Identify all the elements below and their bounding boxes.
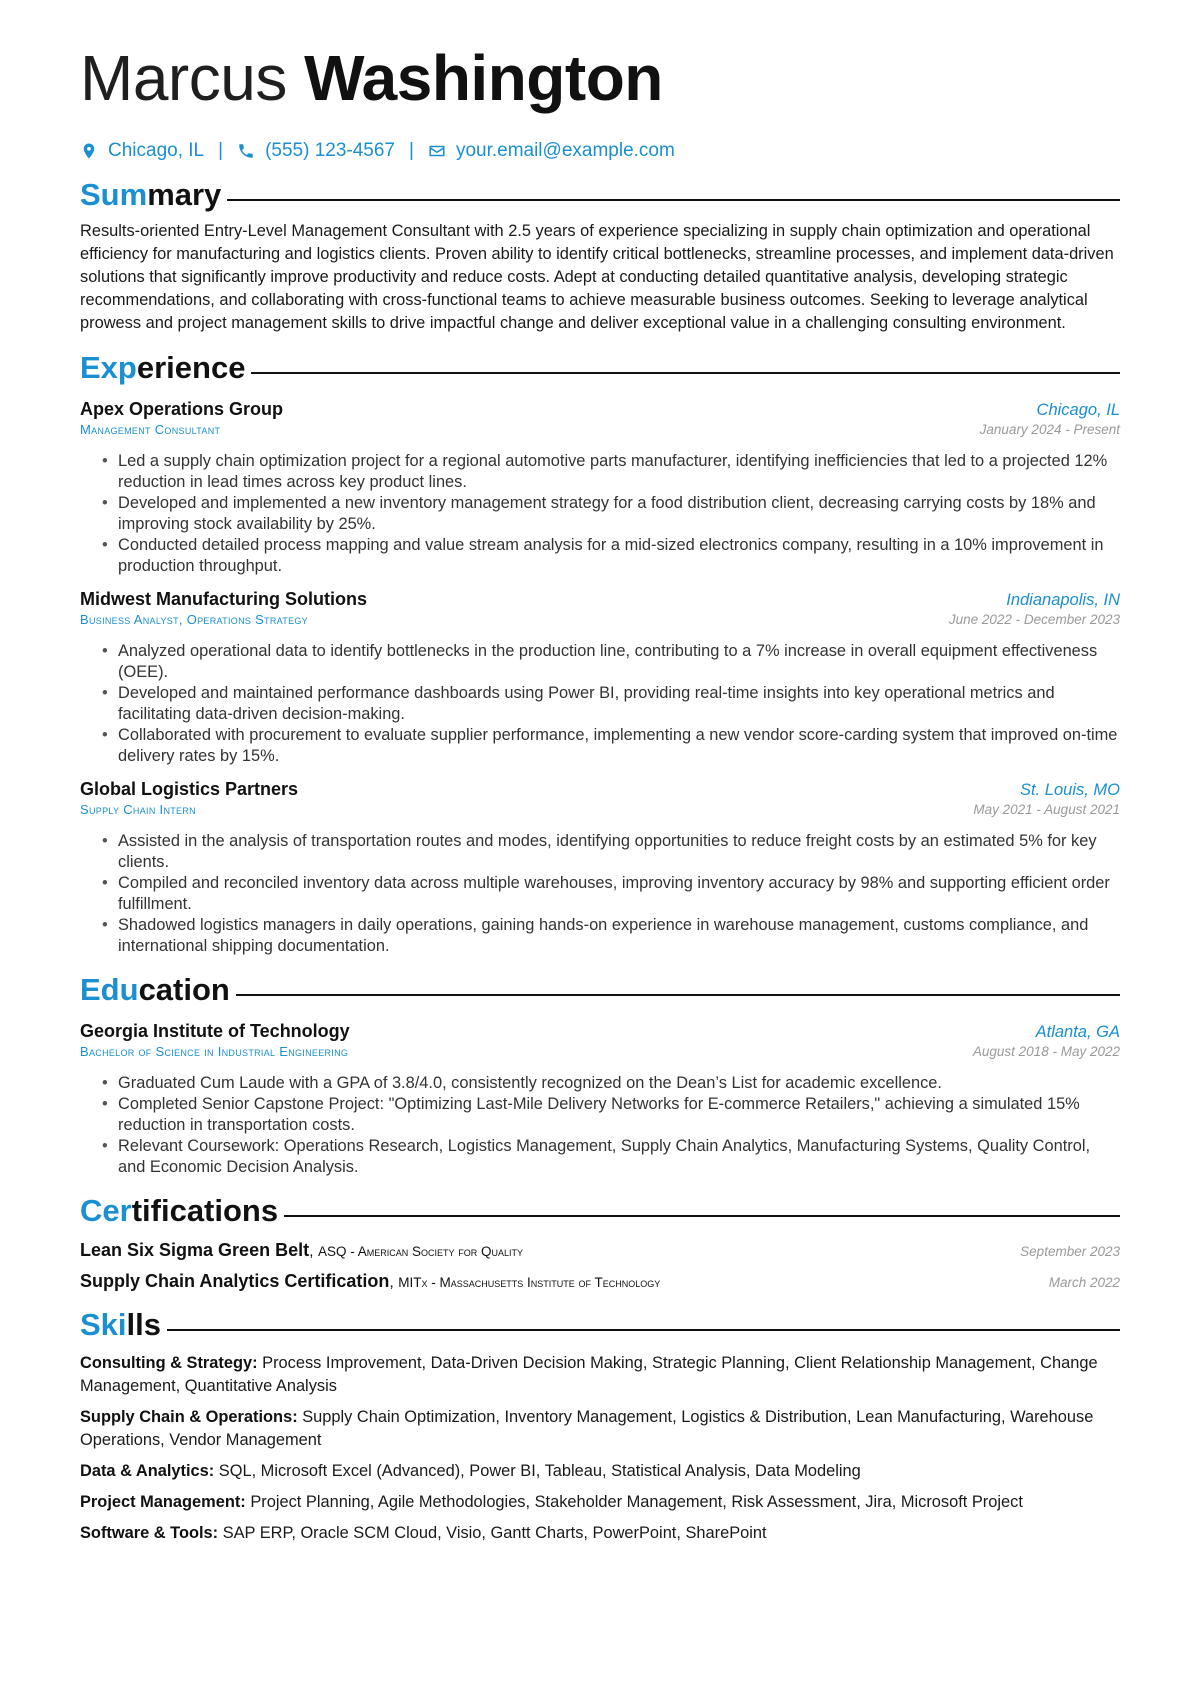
summary-text: Results-oriented Entry-Level Management Consultant with 2.5 years of experience specializing in supply chain optimization and operational efficiency for manufacturing and logistics clients. Proven ability to identify critical bottlenecks, streamline processes, and implement data-driven solutions that significantly improve productivity and reduce costs. Adept at conducting detailed quantitative analysis, developing strategic recommendations, and collaborating with cross-functional teams to achieve measurable business outcomes. Seeking to leverage analytical prowess and project management skills to drive impactful change and deliver exceptional value in a challenging consulting environment. [80, 222, 1114, 332]
list-item: • Graduated Cum Laude with a GPA of 3.8/4.0, consistently recognized on the Dean’s List for academic excellence. [118, 1073, 1120, 1094]
list-item: • Developed and maintained performance dashboards using Power BI, providing real-time insights into key operational metrics and facilitating data-driven decision-making. [118, 683, 1120, 725]
summary-heading: Summary [80, 176, 1120, 214]
education-heading: Education [80, 971, 1120, 1009]
list-item: • Compiled and reconciled inventory data across multiple warehouses, improving inventory accuracy by 98% and supporting efficient order fulfillment. [118, 873, 1120, 915]
experience-heading: Experience [80, 349, 1120, 387]
job-title: Supply Chain Intern [80, 802, 196, 817]
first-name: Marcus [80, 42, 287, 114]
map-pin-icon [80, 142, 98, 160]
contact-phone[interactable] [237, 140, 395, 162]
skill-group [80, 1460, 1120, 1483]
achievement-list [80, 641, 1120, 767]
school-dates: August 2018 - May 2022 [972, 1044, 1120, 1059]
degree: Bachelor of Science in Industrial Engineering [80, 1044, 349, 1059]
skill-group [80, 1522, 1120, 1545]
contact-email[interactable] [428, 140, 675, 162]
skill-list: Process Improvement, Data-Driven Decision Making, Strategic Planning, Client Relationship Management, Change Management, Quantitative Analysis [80, 1354, 1098, 1395]
job-title: Management Consultant [80, 422, 221, 437]
section-rule [167, 1329, 1120, 1331]
job-dates: January 2024 - Present [979, 422, 1120, 437]
skill-label: Data & Analytics: [80, 1462, 215, 1480]
contact-separator: | [409, 140, 414, 161]
skills-heading: Skills [80, 1306, 1120, 1344]
job-location: Indianapolis, IN [1006, 591, 1120, 609]
list-item: • Conducted detailed process mapping and value stream analysis for a mid-sized electronics company, resulting in a 10% improvement in production throughput. [118, 535, 1120, 577]
cert-date: March 2022 [1048, 1275, 1120, 1290]
education-entry [80, 1021, 1120, 1178]
location-text: Chicago, IL [108, 140, 205, 161]
list-item: • Relevant Coursework: Operations Research, Logistics Management, Supply Chain Analytics, Manufacturing Systems, Quality Control, and Economic Decision Analysis. [118, 1136, 1120, 1178]
candidate-name [80, 40, 1120, 116]
certification-item: Lean Six Sigma Green Belt, ASQ - American Society for Quality September 2023 [80, 1240, 1120, 1260]
achievement-list [80, 831, 1120, 957]
list-item: • Analyzed operational data to identify bottlenecks in the production line, contributing to a 7% increase in overall equipment effectiveness (OEE). [118, 641, 1120, 683]
school-name: Georgia Institute of Technology [80, 1021, 350, 1041]
section-rule [227, 199, 1120, 201]
certifications-heading: Certifications [80, 1192, 1120, 1230]
skill-group [80, 1491, 1120, 1514]
school-location: Atlanta, GA [1035, 1023, 1120, 1041]
contact-location [80, 140, 204, 162]
company-name: Global Logistics Partners [80, 779, 299, 799]
skill-group [80, 1406, 1120, 1452]
certification-item: Supply Chain Analytics Certification, MITx - Massachusetts Institute of Technology March 2022 [80, 1271, 1120, 1291]
list-item: • Developed and implemented a new inventory management strategy for a food distribution client, decreasing carrying costs by 18% and improving stock availability by 25%. [118, 493, 1120, 535]
last-name: Washington [304, 42, 663, 114]
skill-list: SQL, Microsoft Excel (Advanced), Power BI, Tableau, Statistical Analysis, Data Modeling [218, 1462, 861, 1480]
job-dates: June 2022 - December 2023 [948, 612, 1120, 627]
skill-list: Supply Chain Optimization, Inventory Management, Logistics & Distribution, Lean Manufacturing, Warehouse Operations, Vendor Management [80, 1408, 1094, 1449]
email-link[interactable]: your.email@example.com [455, 140, 675, 161]
list-item: • Completed Senior Capstone Project: "Optimizing Last-Mile Delivery Networks for E-commerce Retailers," achieving a simulated 15% reduction in transportation costs. [118, 1094, 1120, 1136]
job-location: Chicago, IL [1036, 401, 1120, 419]
job-title: Business Analyst, Operations Strategy [80, 612, 308, 627]
phone-icon [237, 142, 255, 160]
achievement-list [80, 451, 1120, 577]
skill-label: Consulting & Strategy: [80, 1354, 258, 1372]
section-rule [251, 372, 1120, 374]
cert-issuer: MITx - Massachusetts Institute of Technology [398, 1275, 661, 1290]
envelope-icon [428, 142, 446, 160]
cert-name: Lean Six Sigma Green Belt [80, 1240, 310, 1260]
list-item: • Shadowed logistics managers in daily operations, gaining hands-on experience in warehouse management, customs compliance, and international shipping documentation. [118, 915, 1120, 957]
section-rule [284, 1215, 1120, 1217]
cert-name: Supply Chain Analytics Certification [80, 1271, 390, 1291]
section-rule [236, 994, 1120, 996]
job-dates: May 2021 - August 2021 [973, 802, 1120, 817]
experience-entry [80, 779, 1120, 957]
skill-list: SAP ERP, Oracle SCM Cloud, Visio, Gantt Charts, PowerPoint, SharePoint [222, 1524, 767, 1542]
phone-text: (555) 123-4567 [265, 140, 395, 161]
skill-label: Software & Tools: [80, 1524, 219, 1542]
contact-separator: | [218, 140, 224, 161]
job-location: St. Louis, MO [1020, 781, 1120, 799]
experience-entry [80, 589, 1120, 767]
cert-date: September 2023 [1020, 1244, 1120, 1259]
list-item: • Collaborated with procurement to evaluate supplier performance, implementing a new vendor score-carding system that improved on-time delivery rates by 15%. [118, 725, 1120, 767]
list-item: • Led a supply chain optimization project for a regional automotive parts manufacturer, identifying inefficiencies that led to a projected 12% reduction in lead times across key product lines. [118, 451, 1120, 493]
skill-label: Supply Chain & Operations: [80, 1408, 298, 1426]
list-item: • Assisted in the analysis of transportation routes and modes, identifying opportunities to reduce freight costs by an estimated 5% for key clients. [118, 831, 1120, 873]
skill-label: Project Management: [80, 1493, 246, 1511]
skill-list: Project Planning, Agile Methodologies, Stakeholder Management, Risk Assessment, Jira, Microsoft Project [250, 1493, 1023, 1511]
contact-bar [80, 140, 1120, 162]
cert-issuer: ASQ - American Society for Quality [317, 1244, 524, 1259]
education-details [80, 1073, 1120, 1178]
company-name: Apex Operations Group [80, 399, 284, 419]
experience-entry [80, 399, 1120, 577]
skill-group [80, 1352, 1120, 1398]
company-name: Midwest Manufacturing Solutions [80, 589, 367, 609]
